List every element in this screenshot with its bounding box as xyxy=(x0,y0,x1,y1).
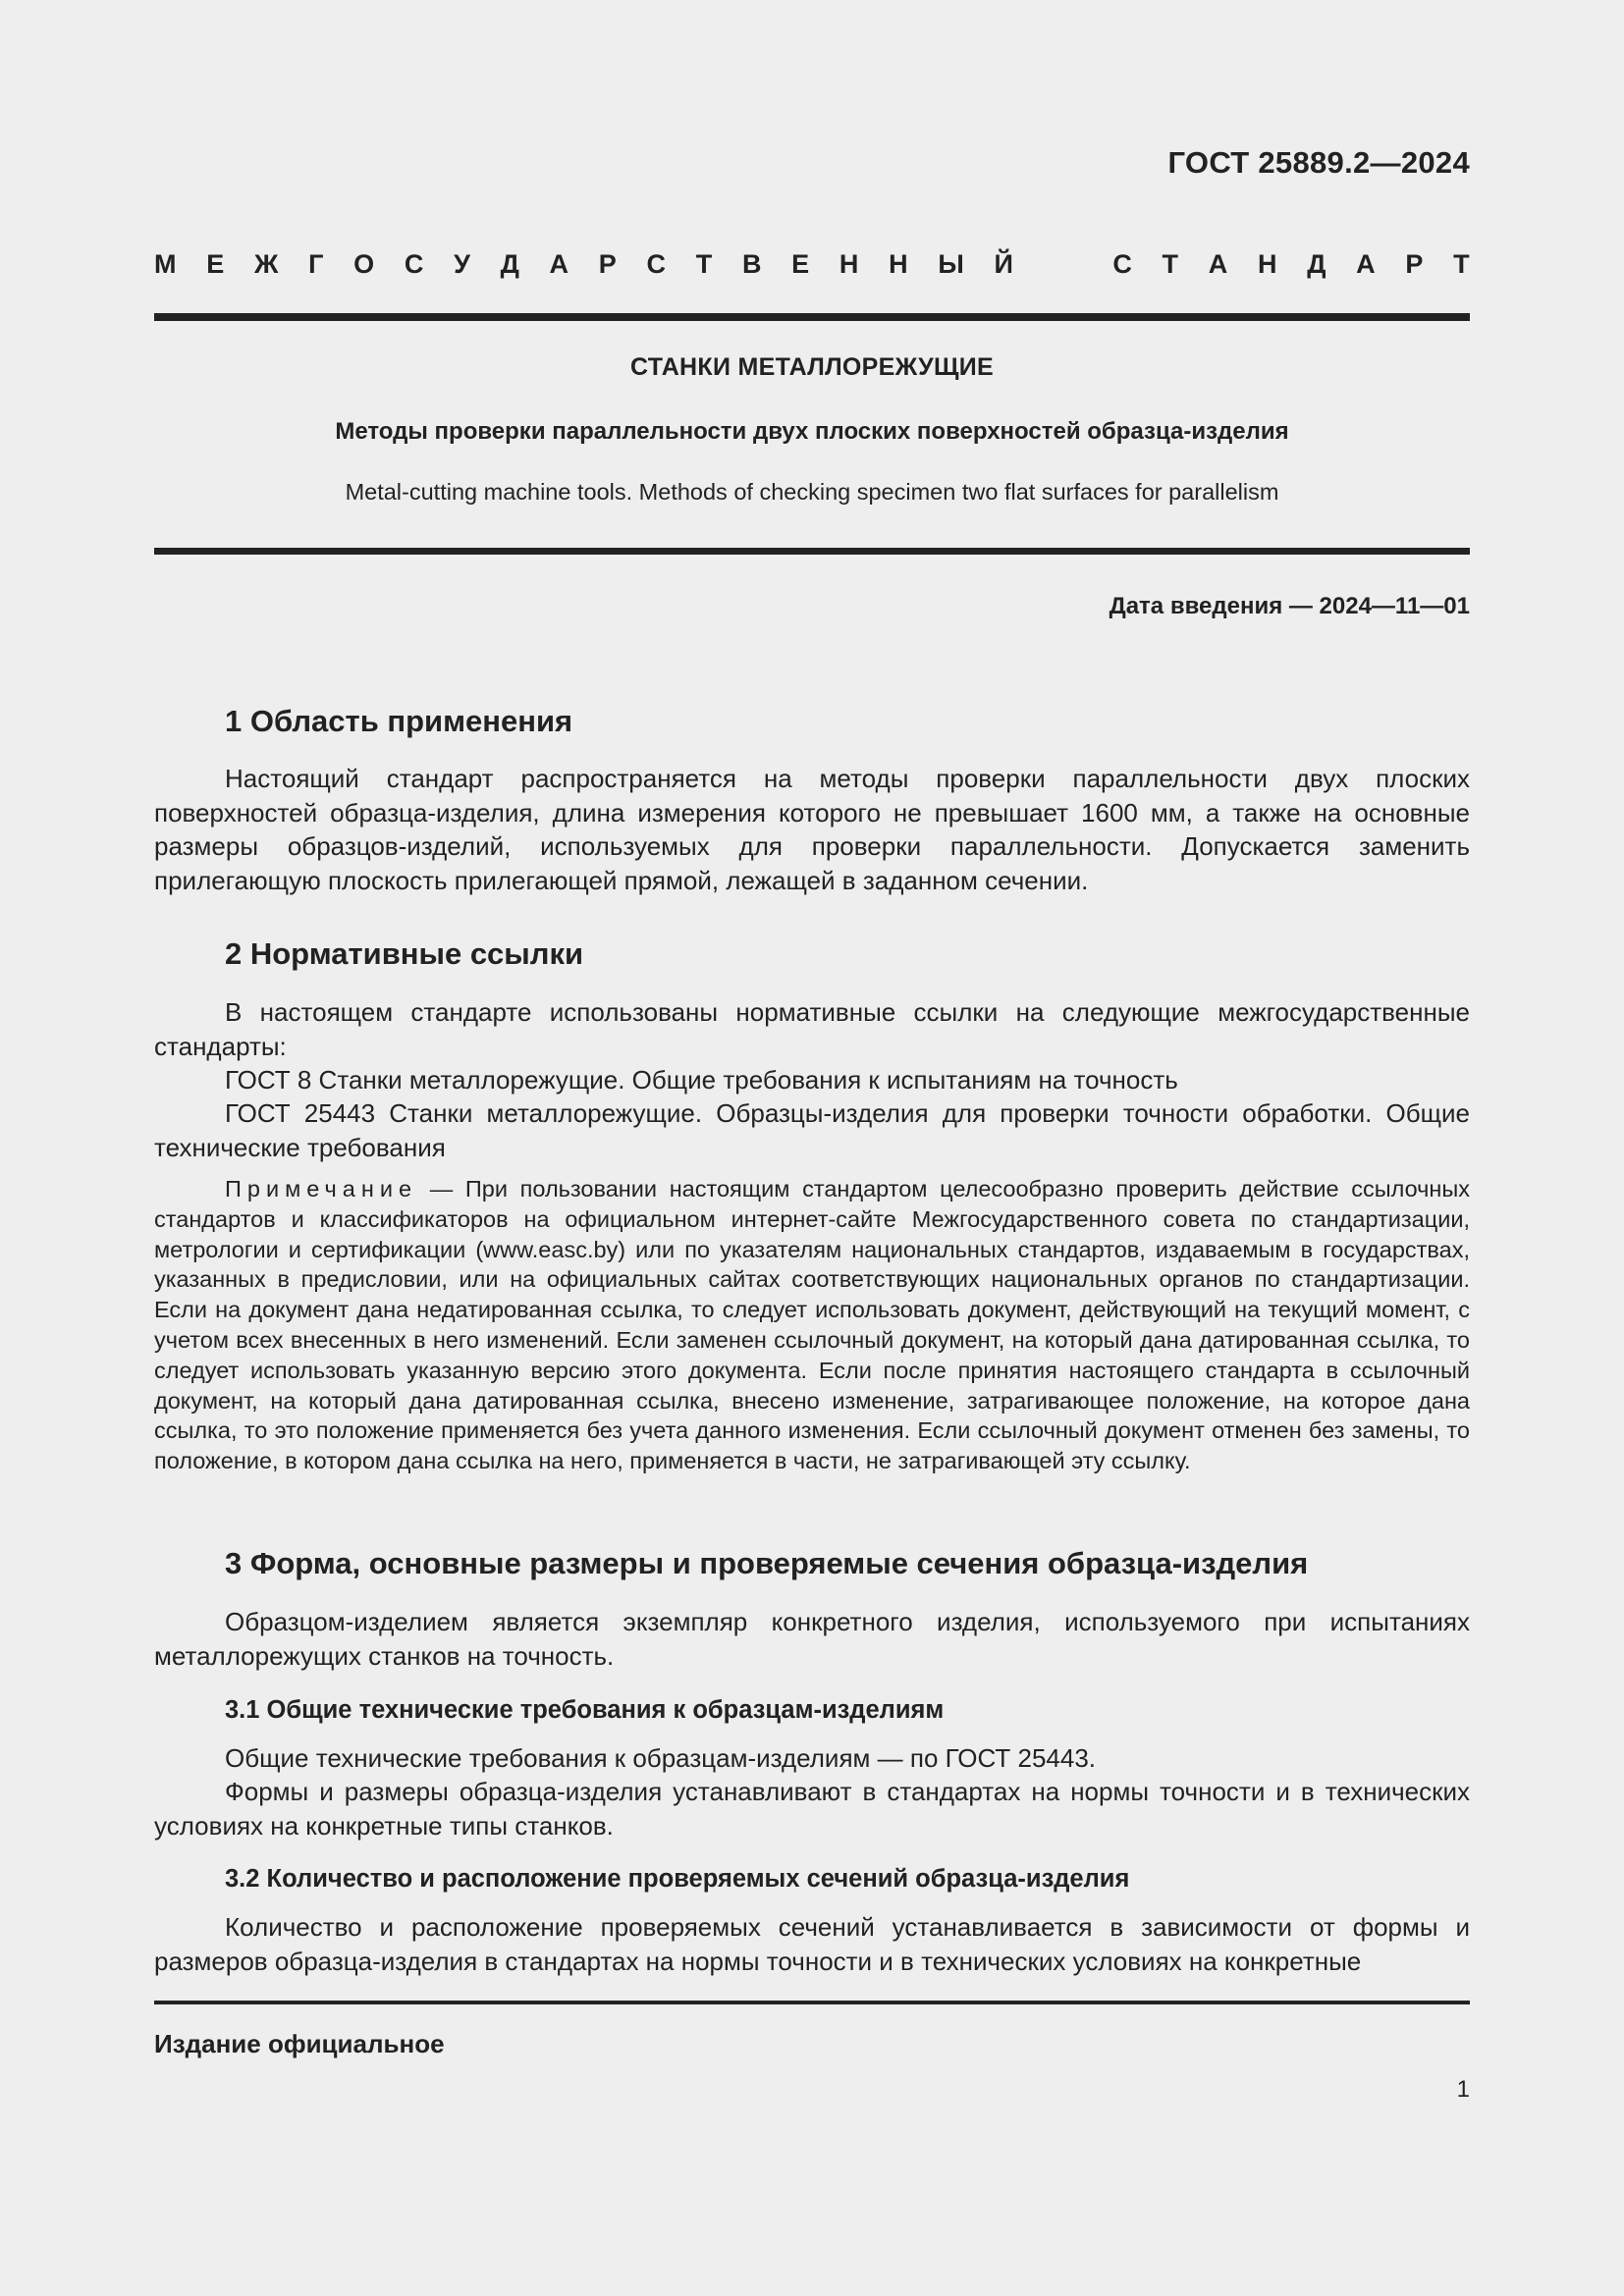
heading-letter: А xyxy=(1208,249,1228,279)
heading-letter: Н xyxy=(889,249,908,279)
heading-letter: Т xyxy=(1453,249,1470,279)
section-2-heading: 2 Нормативные ссылки xyxy=(225,936,584,971)
heading-letter: Ж xyxy=(253,249,279,279)
section-2-intro: В настоящем стандарте использованы нормативные ссылки на следующие межгосударственные стандарты: xyxy=(154,997,1470,1061)
heading-letter: Р xyxy=(1405,249,1424,279)
section-1-text: Настоящий стандарт распространяется на методы проверки параллельности двух плоских поверхностей образца-изделия, длина измерения которого не превышает 1600 мм, а также на основные размеры образцов-изделий, используемых для проверки параллельности. Допускается заменить прилегающую плоскость прилегающей прямой, лежащей в заданном сечении. xyxy=(154,764,1470,895)
heading-letter: С xyxy=(646,249,666,279)
heading-letter: С xyxy=(1112,249,1132,279)
heading-letter: С xyxy=(404,249,424,279)
standard-type-heading xyxy=(154,249,1470,280)
title-sub: Методы проверки параллельности двух плоских поверхностей образца-изделия xyxy=(335,418,1289,445)
header-rule-bottom xyxy=(154,548,1470,555)
reference-gost-25443: ГОСТ 25443 Станки металлорежущие. Образцы-изделия для проверки точности обработки. Общие технические требования xyxy=(154,1098,1470,1162)
subsection-3-2-heading: 3.2 Количество и расположение проверяемых сечений образца-изделия xyxy=(225,1865,1130,1893)
heading-letter: Т xyxy=(695,249,713,279)
heading-letter: Г xyxy=(308,249,324,279)
heading-letter: М xyxy=(154,249,177,279)
heading-letter: В xyxy=(741,249,762,279)
note-label: Примечание xyxy=(225,1176,418,1201)
heading-letter: Е xyxy=(206,249,225,279)
heading-letter: Е xyxy=(791,249,810,279)
heading-letter: О xyxy=(353,249,375,279)
document-number: ГОСТ 25889.2—2024 xyxy=(1167,145,1470,180)
heading-letter: Р xyxy=(598,249,617,279)
note-text: — При пользовании настоящим стандартом целесообразно проверить действие ссылочных стандартов и классификаторов на официальном интернет-сайте Межгосударственного совета по стандартизации, метрологии и сертификации (www.easc.by) или по указателям национальных стандартов, издаваемым в государствах, указанных в предисловии, или на официальных сайтах соответствующих национальных органов по стандартизации. Если на документ дана недатированная ссылка, то следует использовать документ, действующий на текущий момент, с учетом всех внесенных в него изменений. Если заменен ссылочный документ, на который дана датированная ссылка, то следует использовать указанную версию этого документа. Если после принятия настоящего стандарта в ссылочный документ, на который дана датированная ссылка, внесено изменение, затрагивающее положение, на которое дана ссылка, то это положение применяется без учета данного изменения. Если ссылочный документ отменен без замены, то положение, в котором дана ссылка на него, применяется в части, не затрагивающей эту ссылку. xyxy=(154,1176,1470,1474)
title-main: СТАНКИ МЕТАЛЛОРЕЖУЩИЕ xyxy=(629,353,995,381)
section-3-text: Образцом-изделием является экземпляр конкретного изделия, используемого при испытаниях металлорежущих станков на точность. xyxy=(154,1607,1470,1671)
word-gap xyxy=(1044,249,1083,280)
page-number: 1 xyxy=(1456,2076,1470,2103)
heading-letter: А xyxy=(549,249,569,279)
section-1-heading: 1 Область применения xyxy=(225,704,573,738)
heading-letter: Н xyxy=(1257,249,1277,279)
heading-letter: Н xyxy=(839,249,859,279)
section-2-note xyxy=(154,1174,1470,1476)
heading-letter: Д xyxy=(500,249,519,279)
heading-letter: Д xyxy=(1307,249,1326,279)
subsection-3-1-heading: 3.1 Общие технические требования к образцам-изделиям xyxy=(225,1696,945,1724)
document-page xyxy=(154,0,1470,2296)
header-rule-top xyxy=(154,313,1470,321)
edition-label: Издание официальное xyxy=(154,2029,445,2058)
intro-date: Дата введения — 2024—11—01 xyxy=(1109,593,1470,619)
heading-letter: Ы xyxy=(938,249,964,279)
reference-gost-8: ГОСТ 8 Станки металлорежущие. Общие требования к испытаниям на точность xyxy=(225,1065,1178,1095)
section-3-heading: 3 Форма, основные размеры и проверяемые сечения образца-изделия xyxy=(225,1546,1309,1580)
heading-letter: Й xyxy=(994,249,1013,279)
heading-letter: А xyxy=(1356,249,1376,279)
subsection-3-1-p1: Общие технические требования к образцам-изделиям — по ГОСТ 25443. xyxy=(225,1743,1097,1773)
subsection-3-1-p2: Формы и размеры образца-изделия устанавливают в стандартах на нормы точности и в технических условиях на конкретные типы станков. xyxy=(154,1777,1470,1841)
heading-letter: У xyxy=(454,249,470,279)
subsection-3-2-p1: Количество и расположение проверяемых сечений устанавливается в зависимости от формы и размеров образца-изделия в стандартах на нормы точности и в технических условиях на конкретные xyxy=(154,1912,1470,1976)
title-english: Metal-cutting machine tools. Methods of checking specimen two flat surfaces for parallelism xyxy=(345,479,1279,505)
footer-rule xyxy=(154,2001,1470,2004)
heading-letter: Т xyxy=(1162,249,1179,279)
